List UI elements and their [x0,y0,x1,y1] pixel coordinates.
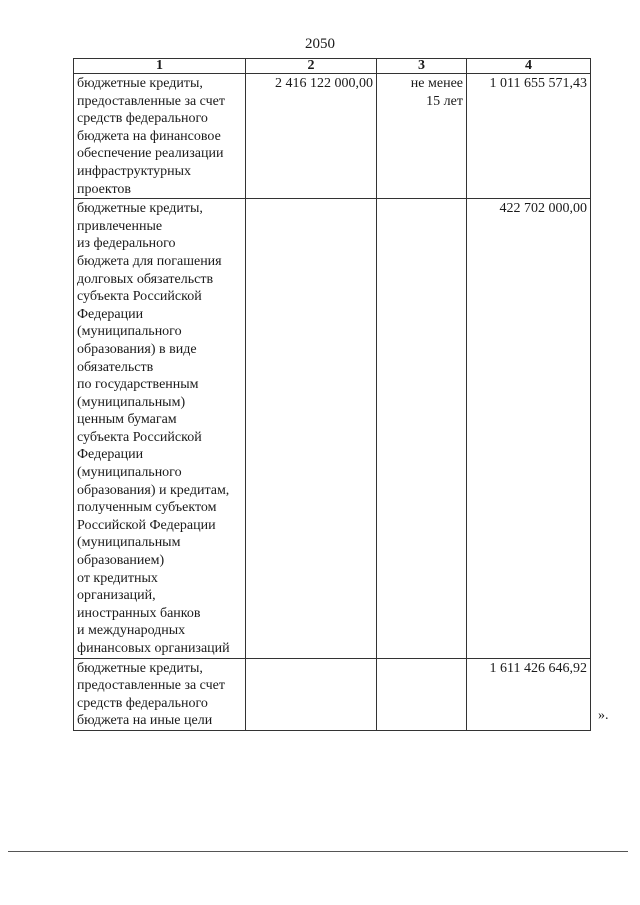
page-number: 2050 [305,36,335,52]
header-col-1: 1 [74,59,246,74]
header-col-2: 2 [246,59,377,74]
closing-quote-mark: ». [598,708,609,723]
row-amount-cell: 422 702 000,00 [467,199,591,658]
footer-divider [8,851,628,852]
row-amount-cell: 1 611 426 646,92 [467,658,591,730]
credits-table [73,58,591,731]
row-term-cell [377,199,467,658]
row-col2-cell [246,199,377,658]
table-row [74,658,591,730]
header-col-3: 3 [377,59,467,74]
row-term-cell: не менее 15 лет [377,74,467,199]
row-col2-cell: 2 416 122 000,00 [246,74,377,199]
table-row [74,74,591,199]
header-col-4: 4 [467,59,591,74]
row-name-cell: бюджетные кредиты, предоставленные за счет средств федерального бюджета на финансовое обеспечение реализации инфраструктурных проектов [74,74,246,199]
row-amount-cell: 1 011 655 571,43 [467,74,591,199]
table-row [74,199,591,658]
row-name-cell: бюджетные кредиты, привлеченные из федерального бюджета для погашения долговых обязательств субъекта Российской Федерации (муниципального образования) в виде обязательств по государственным (муниципальным) ценным бумагам субъекта Российской Федерации (муниципального образования) и кредитам, полученным субъектом Российской Федерации (муниципальным образованием) от кредитных организаций, иностранных банков и международных финансовых организаций [74,199,246,658]
header-row [74,59,591,74]
row-term-cell [377,658,467,730]
row-col2-cell [246,658,377,730]
row-name-cell: бюджетные кредиты, предоставленные за счет средств федерального бюджета на иные цели [74,658,246,730]
